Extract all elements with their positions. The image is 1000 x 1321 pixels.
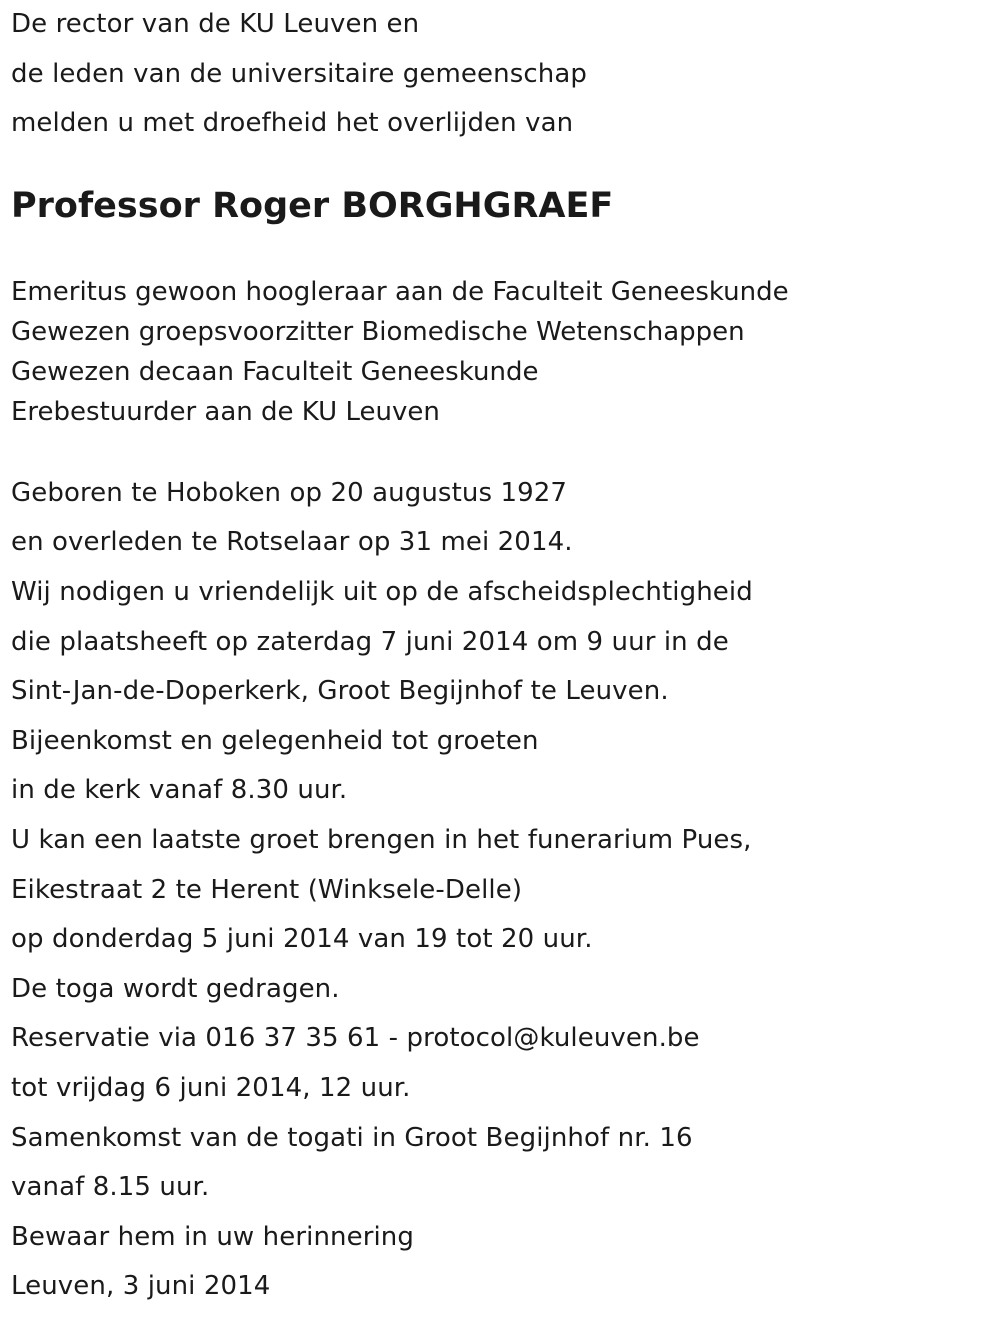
details-block [11, 469, 991, 1312]
intro-line: De rector van de KU Leuven en [11, 9, 420, 39]
remembrance-line: Bewaar hem in uw herinnering [11, 1221, 414, 1252]
ceremony-time-line: die plaatsheeft op zaterdag 7 juni 2014 om 9 uur in de [11, 626, 729, 657]
ceremony-location-line: Sint-Jan-de-Doperkerk, Groot Begijnhof te Leuven. [11, 676, 669, 707]
intro-line: melden u met droefheid het overlijden van [11, 108, 574, 139]
functions-block [11, 272, 991, 432]
death-line: en overleden te Rotselaar op 31 mei 2014. [11, 527, 573, 558]
function-line: Gewezen decaan Faculteit Geneeskunde [11, 356, 539, 387]
intro-block [11, 0, 991, 149]
birth-line: Geboren te Hoboken op 20 augustus 1927 [11, 477, 568, 508]
reservation-deadline-line: tot vrijdag 6 juni 2014, 12 uur. [11, 1072, 411, 1103]
visitation-time-line: op donderdag 5 juni 2014 van 19 tot 20 uur. [11, 924, 593, 955]
invitation-line: Wij nodigen u vriendelijk uit op de afscheidsplechtigheid [11, 576, 753, 607]
togati-time-line: vanaf 8.15 uur. [11, 1172, 210, 1203]
funeral-home-line: U kan een laatste groet brengen in het funerarium Pues, [11, 824, 752, 855]
obituary-notice [11, 0, 991, 1312]
togati-meeting-line: Samenkomst van de togati in Groot Begijnhof nr. 16 [11, 1122, 693, 1153]
gathering-time-line: in de kerk vanaf 8.30 uur. [11, 775, 348, 806]
place-date-line: Leuven, 3 juni 2014 [11, 1271, 271, 1302]
deceased-name: Professor Roger BORGHGRAEF [11, 185, 614, 226]
toga-line: De toga wordt gedragen. [11, 973, 340, 1004]
function-line: Gewezen groepsvoorzitter Biomedische Wetenschappen [11, 316, 745, 347]
intro-line: de leden van de universitaire gemeenschap [11, 58, 587, 89]
function-line: Emeritus gewoon hoogleraar aan de Faculteit Geneeskunde [11, 276, 789, 307]
gathering-line: Bijeenkomst en gelegenheid tot groeten [11, 725, 539, 756]
funeral-home-address-line: Eikestraat 2 te Herent (Winksele-Delle) [11, 874, 523, 905]
function-line: Erebestuurder aan de KU Leuven [11, 396, 440, 427]
reservation-line: Reservatie via 016 37 35 61 - protocol@kuleuven.be [11, 1023, 700, 1054]
